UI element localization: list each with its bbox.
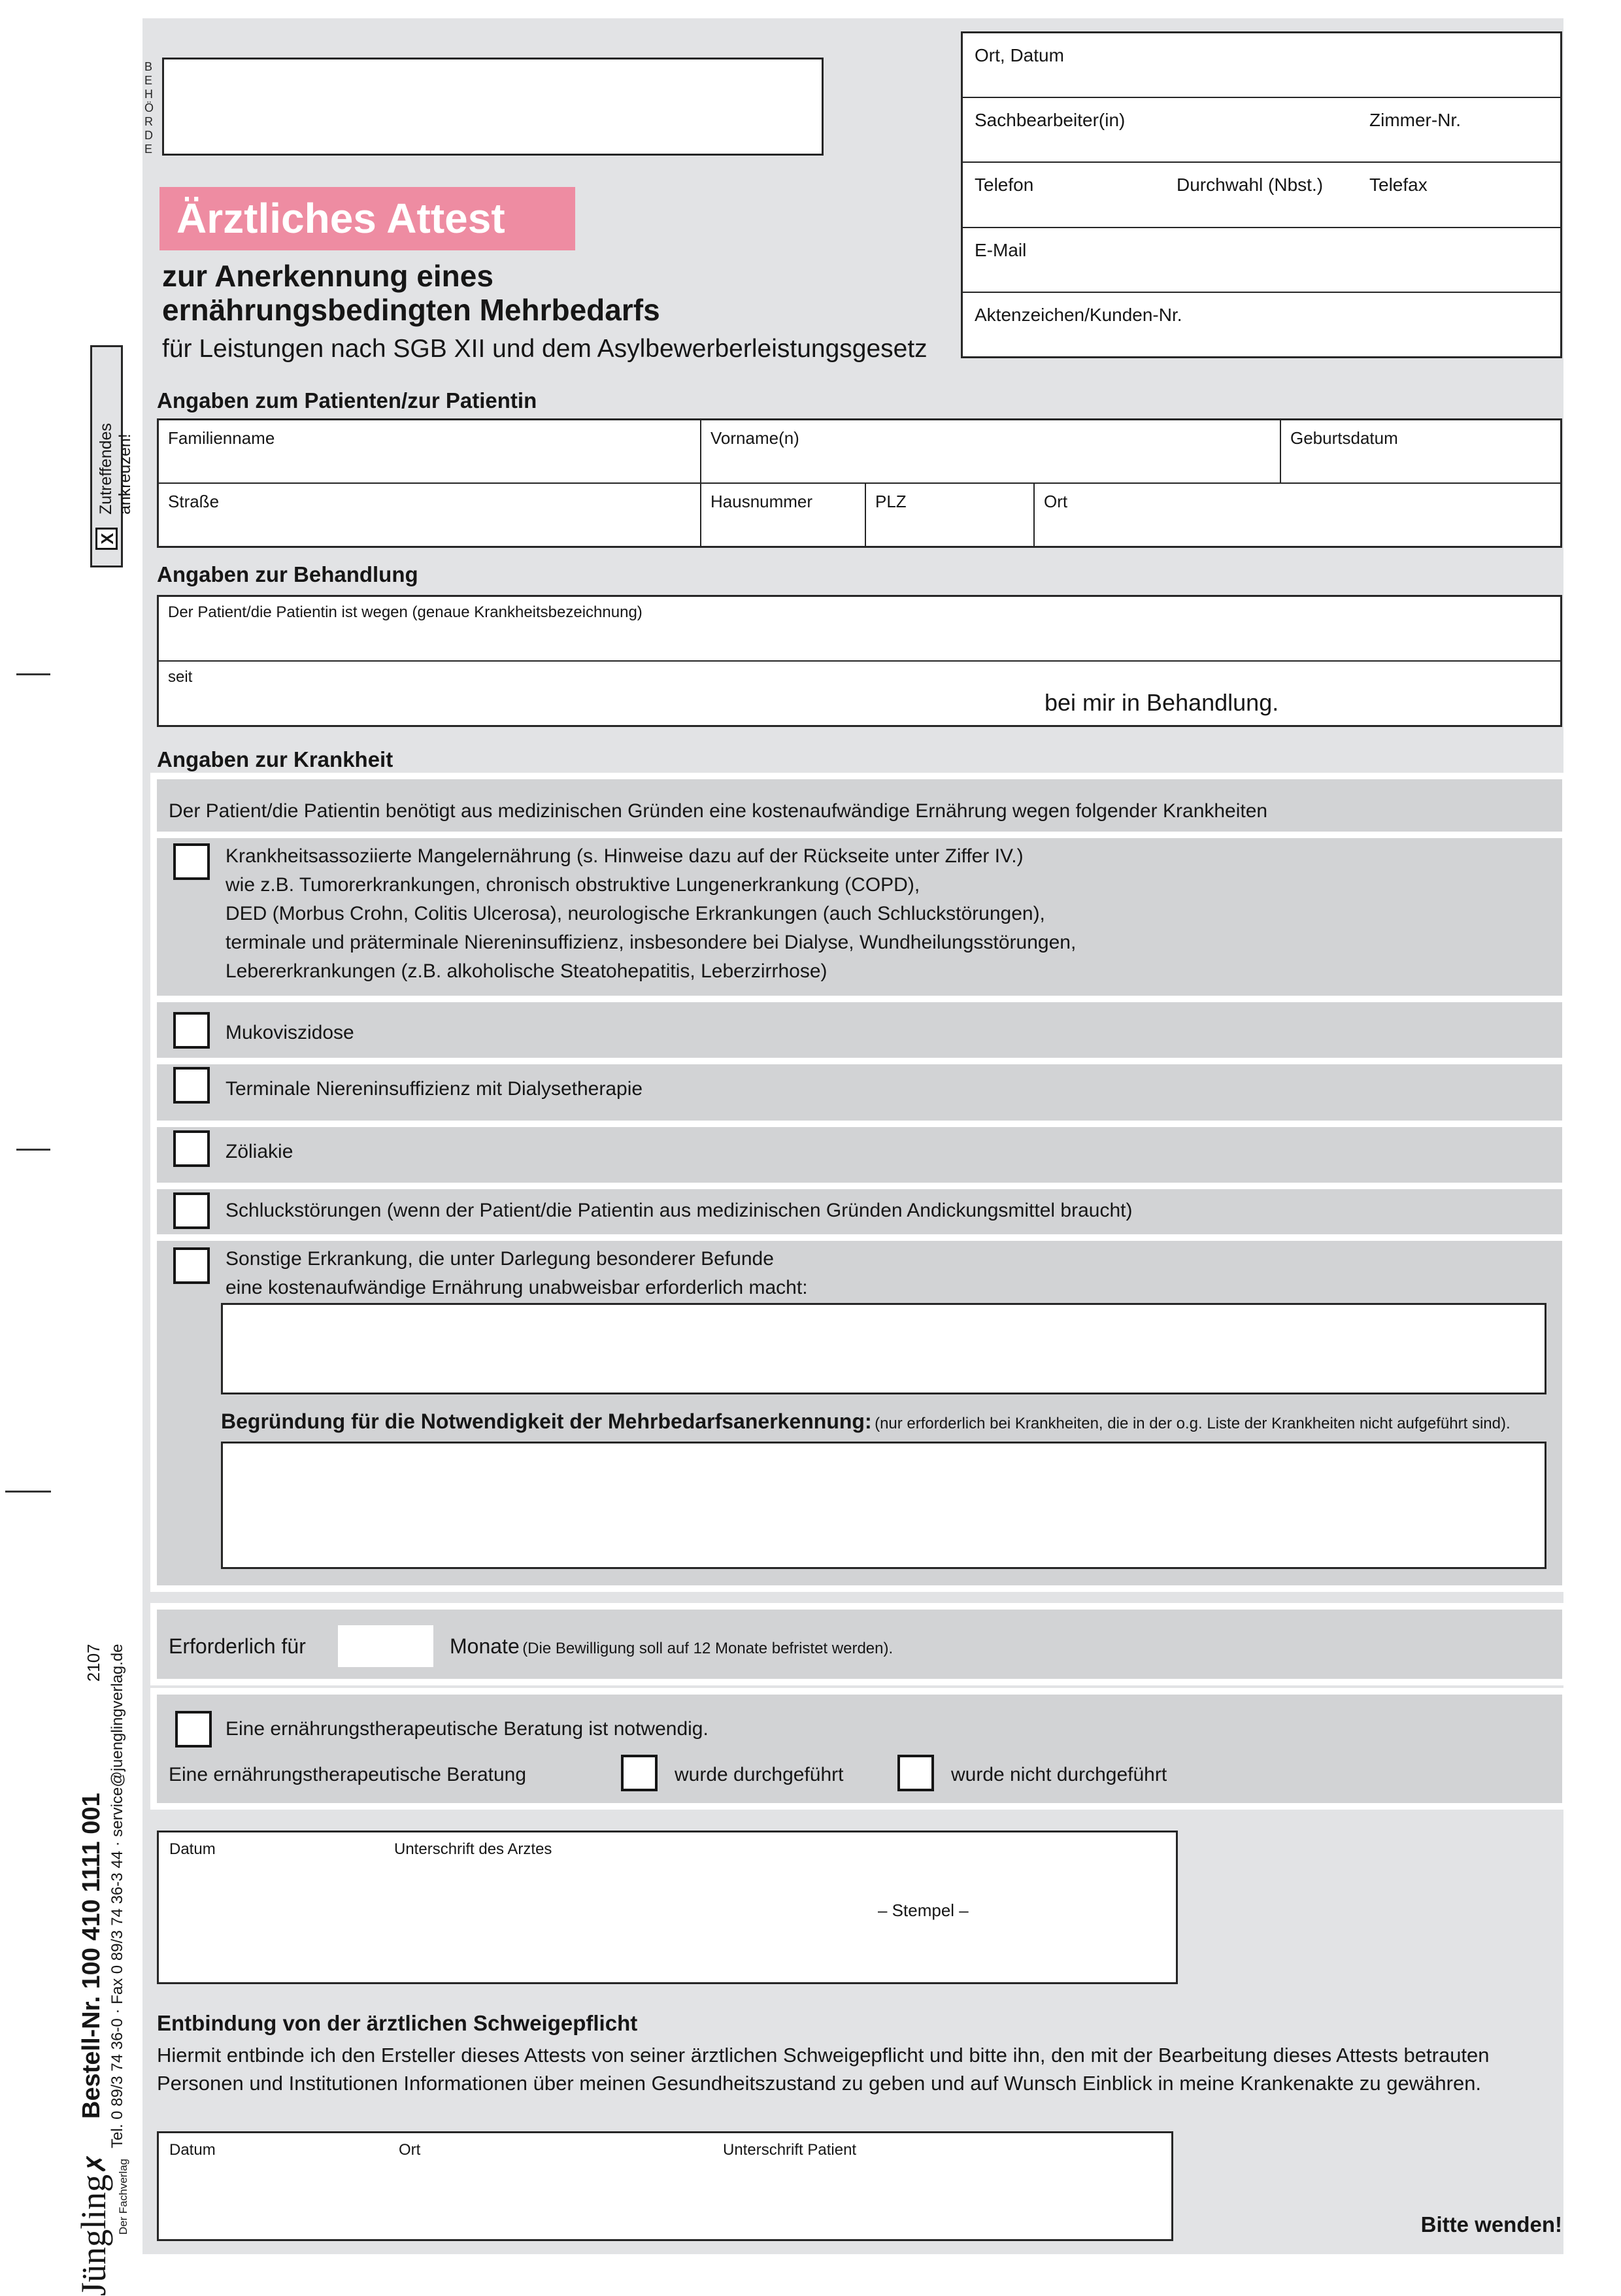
behoerde-address-field[interactable] [162, 58, 824, 156]
patient-signature-field[interactable] [157, 2131, 1173, 2241]
publisher-print-info [74, 1644, 132, 2296]
field-seit[interactable] [159, 660, 1560, 725]
office-info-block [961, 31, 1562, 358]
durchgefuehrt-label: wurde durchgeführt [675, 1764, 844, 1785]
field-ort[interactable] [1033, 484, 1560, 546]
telefon-label: Telefon [975, 175, 1034, 195]
beratung-label: Eine ernährungstherapeutische Beratung [169, 1764, 527, 1785]
plz-label: PLZ [875, 492, 907, 511]
behoerde-vertical-label: BEHÖRDE [144, 60, 155, 156]
email-label: E-Mail [975, 239, 1027, 260]
checkbox-schluckstoerungen[interactable] [173, 1192, 210, 1229]
arzt-datum-label: Datum [169, 1840, 216, 1858]
field-email[interactable] [963, 227, 1560, 292]
form-subtitle-line1: zur Anerkennung eines [162, 259, 493, 293]
item-schluckstoerungen: Schluckstörungen (wenn der Patient/die Patientin aus medizinischen Gründen Andickungsmittel braucht) [226, 1200, 1133, 1221]
begruendung-label-bold: Begründung für die Notwendigkeit der Mehrbedarfsanerkennung: [221, 1410, 872, 1433]
sonstige-freetext-field[interactable] [221, 1303, 1546, 1394]
entbindung-heading: Entbindung von der ärztlichen Schweigepflicht [157, 2011, 638, 2035]
bitte-wenden-note: Bitte wenden! [1420, 2212, 1562, 2237]
sample-checkbox-x: X [95, 528, 118, 550]
ort-datum-label: Ort, Datum [975, 45, 1064, 65]
field-krankheitsbezeichnung[interactable] [159, 597, 1560, 660]
field-telefon[interactable] [963, 161, 1560, 226]
checkbox-mangelernaehrung[interactable] [173, 843, 210, 880]
checkbox-wurde-durchgefuehrt[interactable] [621, 1755, 658, 1791]
krankheit-section-heading: Angaben zur Krankheit [157, 747, 393, 771]
krankheit-panel [157, 779, 1562, 1585]
ankreuzen-note-box [90, 345, 134, 567]
field-geburtsdatum[interactable] [1280, 420, 1560, 482]
order-number: Bestell-Nr. 100 410 1111 001 [78, 1793, 105, 2119]
publisher-text-lines [77, 1644, 127, 2149]
familienname-label: Familienname [168, 428, 275, 448]
fold-mark [16, 673, 50, 675]
monate-input-field[interactable] [338, 1625, 433, 1667]
patient-table [157, 418, 1562, 548]
bei-mir-text: bei mir in Behandlung. [1044, 689, 1279, 716]
form-subtitle-line3: für Leistungen nach SGB XII und dem Asylbewerberleistungsgesetz [162, 335, 927, 363]
separator [157, 996, 1562, 1002]
zimmer-nr-label: Zimmer-Nr. [1369, 110, 1461, 131]
behandlung-section-heading: Angaben zur Behandlung [157, 562, 418, 586]
telefax-label: Telefax [1369, 175, 1428, 195]
checkbox-mukoviszidose[interactable] [173, 1012, 210, 1049]
form-code: 2107 [84, 1644, 103, 1682]
patient-ort-label: Ort [399, 2141, 421, 2159]
item-zoeliakie: Zöliakie [226, 1141, 293, 1162]
nicht-durchgefuehrt-label: wurde nicht durchgeführt [951, 1764, 1167, 1785]
hausnummer-label: Hausnummer [710, 492, 813, 511]
dauer-panel [157, 1610, 1562, 1679]
fold-mark [5, 1491, 51, 1493]
separator [157, 1058, 1562, 1064]
field-hausnummer[interactable] [700, 484, 865, 546]
publisher-subtitle: Der Fachverlag [117, 2159, 129, 2235]
krankheitsbezeichnung-label: Der Patient/die Patientin ist wegen (genaue Krankheitsbezeichnung) [168, 603, 643, 621]
strasse-label: Straße [168, 492, 220, 511]
erforderlich-label: Erforderlich für [169, 1634, 306, 1658]
patient-unterschrift-label: Unterschrift Patient [723, 2141, 857, 2159]
checkbox-niereninsuffizienz[interactable] [173, 1067, 210, 1104]
form-title: Ärztliches Attest [159, 187, 575, 250]
item-sonstige: Sonstige Erkrankung, die unter Darlegung besonderer Befunde eine kostenaufwändige Ernährung unabweisbar erforderlich macht: [226, 1248, 808, 1298]
ankreuzen-note-text: Zutreffendes ankreuzen! [97, 423, 134, 515]
item-niereninsuffizienz: Terminale Niereninsuffizienz mit Dialysetherapie [226, 1078, 643, 1100]
begruendung-label [221, 1408, 1554, 1439]
ort-label: Ort [1044, 492, 1068, 511]
entbindung-paragraph: Hiermit entbinde ich den Ersteller dieses Attests von seiner ärztlichen Schweigepflicht und bitte ihn, den mit der Bearbeitung dieses Attests betrauten Personen und Institutionen Informationen über meinen Gesundheitszustand zu geben und auf Wunsch Einblick in meine Krankenakte zu gewähren. [157, 2044, 1490, 2095]
checkbox-zoeliakie[interactable] [173, 1130, 210, 1167]
monate-label: Monate [450, 1634, 520, 1658]
publisher-x-mark-icon: ✗ [82, 2152, 112, 2174]
vorname-label: Vorname(n) [710, 428, 799, 448]
field-sachbearbeiter[interactable] [963, 97, 1560, 161]
krankheit-intro: Der Patient/die Patientin benötigt aus medizinischen Gründen eine kostenaufwändige Ernährung wegen folgender Krankheiten [169, 800, 1268, 822]
separator [157, 832, 1562, 838]
form-subtitle-line2: ernährungsbedingten Mehrbedarfs [162, 293, 660, 327]
patient-datum-label: Datum [169, 2141, 216, 2159]
monate-hinweis: (Die Bewilligung soll auf 12 Monate befristet werden). [522, 1640, 894, 1657]
checkbox-sonstige[interactable] [173, 1247, 210, 1284]
checkbox-beratung-notwendig[interactable] [175, 1711, 212, 1747]
item-mukoviszidose: Mukoviszidose [226, 1022, 354, 1043]
beratung-panel [157, 1695, 1562, 1803]
sachbearbeiter-label: Sachbearbeiter(in) [975, 110, 1126, 131]
arzt-unterschrift-label: Unterschrift des Arztes [394, 1840, 552, 1858]
monate-label-group [450, 1634, 893, 1659]
stempel-label: – Stempel – [878, 1900, 969, 1920]
field-plz[interactable] [865, 484, 1033, 546]
separator [157, 1121, 1562, 1127]
field-vorname[interactable] [700, 420, 1280, 482]
beratung-notwendig-label: Eine ernährungstherapeutische Beratung ist notwendig. [226, 1718, 709, 1740]
field-aktenzeichen[interactable] [963, 292, 1560, 356]
begruendung-freetext-field[interactable] [221, 1442, 1546, 1569]
behandlung-box [157, 595, 1562, 727]
publisher-contact-line: Tel. 0 89/3 74 36-0 · Fax 0 89/3 74 36-3 44 · service@juenglingverlag.de [109, 1644, 126, 2148]
field-familienname[interactable] [159, 420, 700, 482]
aktenzeichen-label: Aktenzeichen/Kunden-Nr. [975, 304, 1182, 325]
publisher-logo [74, 2152, 129, 2296]
field-strasse[interactable] [159, 484, 700, 546]
item-mangelernaehrung: Krankheitsassoziierte Mangelernährung (s. Hinweise dazu auf der Rückseite unter Ziffer IV.) wie z.B. Tumorerkrankungen, chronisch obstruktive Lungenerkrankung (COPD), DED (Morbus Crohn, Colitis Ulcerosa), neurologische Erkrankungen (auch Schluckstörungen), terminale und präterminale Niereninsuffizienz, insbesondere bei Dialyse, Wundheilungsstörungen, Lebererkrankungen (z.B. alkoholische Steatohepatitis, Leberzirrhose) [226, 845, 1077, 982]
publisher-name: Jüngling [74, 2174, 113, 2296]
order-number-line [77, 1644, 108, 2149]
patient-section-heading: Angaben zum Patienten/zur Patientin [157, 388, 537, 413]
fold-mark [16, 1149, 50, 1151]
checkbox-nicht-durchgefuehrt[interactable] [897, 1755, 934, 1791]
durchwahl-label: Durchwahl (Nbst.) [1177, 175, 1324, 195]
separator [157, 1234, 1562, 1241]
begruendung-label-small: (nur erforderlich bei Krankheiten, die in der o.g. Liste der Krankheiten nicht aufgeführt sind). [875, 1415, 1511, 1432]
arzt-signature-field[interactable] [157, 1831, 1178, 1984]
field-ort-datum[interactable] [963, 33, 1560, 97]
geburtsdatum-label: Geburtsdatum [1290, 428, 1398, 448]
seit-label: seit [168, 668, 193, 686]
separator [157, 1183, 1562, 1189]
